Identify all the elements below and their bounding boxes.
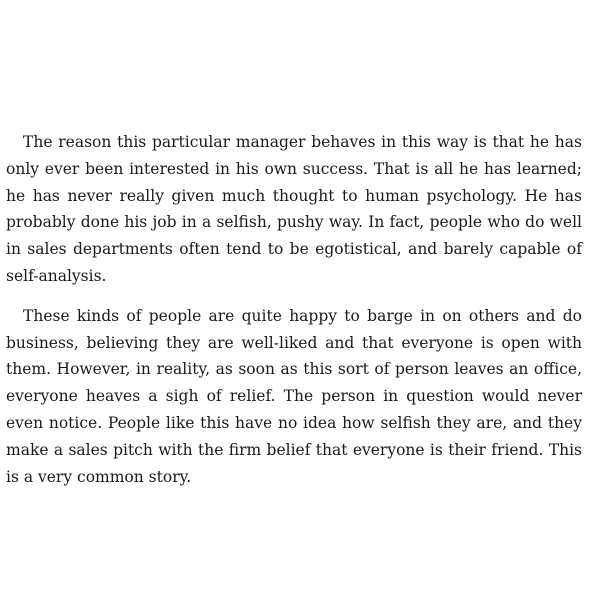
document-page bbox=[6, 129, 582, 490]
paragraph: The reason this particular manager behaves in this way is that he has only ever been interested in his own success. That is all he has learned; he has never really given much thought to human psychology. He has probably done his job in a selfish, pushy way. In fact, people who do well in sales departments often tend to be egotistical, and barely capable of self-analysis. bbox=[6, 133, 582, 285]
paragraph: These kinds of people are quite happy to barge in on others and do business, believing they are well-liked and that everyone is open with them. However, in reality, as soon as this sort of person leaves an office, everyone heaves a sigh of relief. The person in question would never even notice. People like this have no idea how selfish they are, and they make a sales pitch with the firm belief that everyone is their friend. This is a very common story. bbox=[6, 306, 582, 486]
